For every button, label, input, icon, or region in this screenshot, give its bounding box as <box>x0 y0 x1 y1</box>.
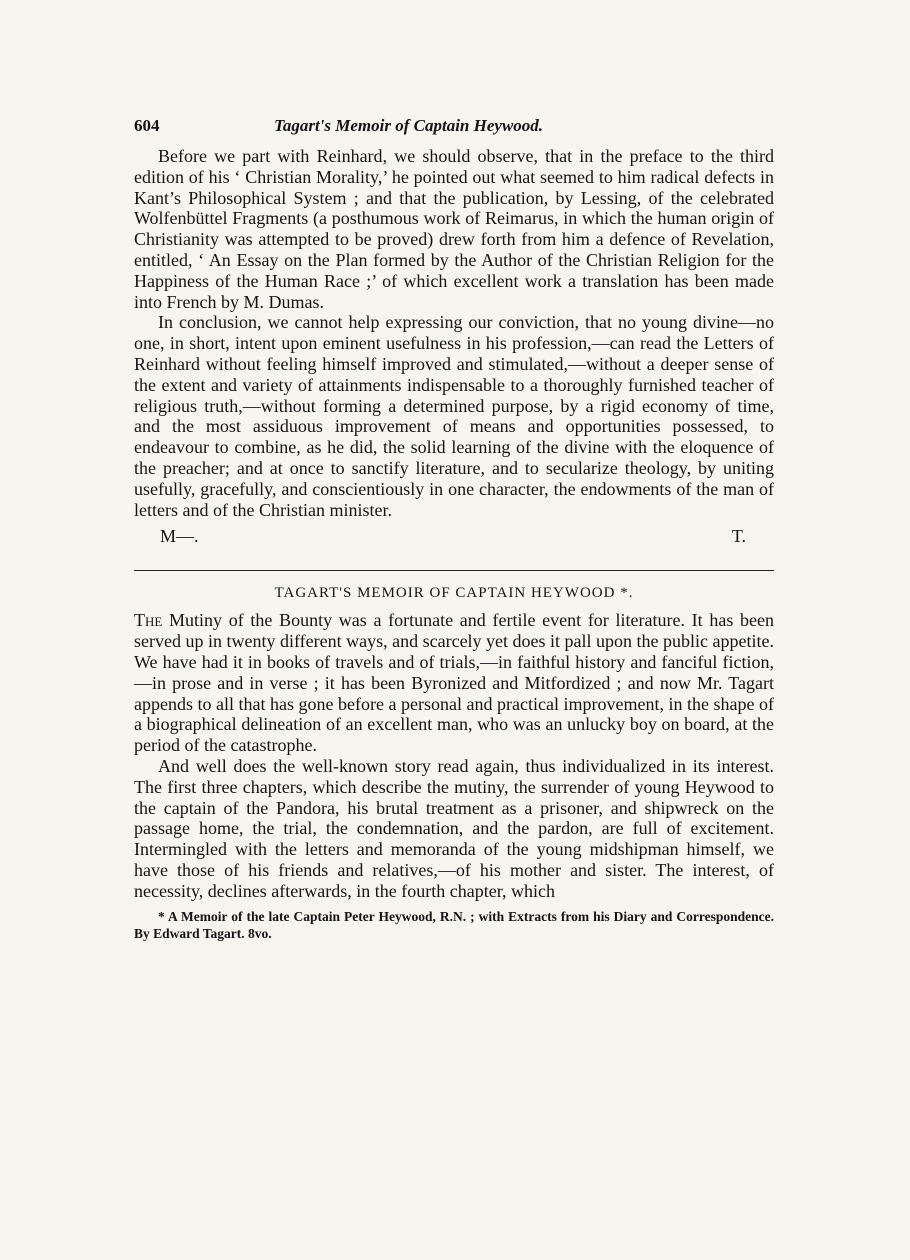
letter-paragraph-1: Before we part with Reinhard, we should observe, that in the preface to the third edition of his ‘ Christian Morality,’ he pointed out what seemed to him radical defects in Kant’s Philosophical System ; and that the publication, by Lessing, of the celebrated Wolfenbüttel Fragments (a posthumous work of Reimarus, in which the human origin of Christianity was attempted to be proved) drew forth from him a defence of Revelation, entitled, ‘ An Essay on the Plan formed by the Author of the Christian Religion for the Happiness of the Human Race ;’ of which excellent work a translation has been made into French by M. Dumas. <box>134 146 774 312</box>
review-paragraph-1 <box>134 610 774 756</box>
review-paragraph-1-text: Mutiny of the Bounty was a fortunate and fertile event for literature. It has been served up in twenty different ways, and scarcely yet does it pall upon the public appetite. We have had it in books of travels and of trials,—in faithful history and fanciful fiction,—in prose and in verse ; it has been Byronized and Mitfordized ; and now Mr. Tagart appends to all that has gone before a personal and practical improvement, in the shape of a biographical delineation of an excellent man, who was an unlucky boy on board, at the period of the catastrophe. <box>134 610 774 756</box>
section-heading: TAGART'S MEMOIR OF CAPTAIN HEYWOOD *. <box>274 585 634 602</box>
running-title: Tagart's Memoir of Captain Heywood. <box>274 116 544 135</box>
signature <box>134 522 774 548</box>
letter-paragraph-2: In conclusion, we cannot help expressing our conviction, that no young divine—no one, in short, intent upon eminent usefulness in his profession,—can read the Letters of Reinhard without feeling himself improved and stimulated,—without a deeper sense of the extent and variety of attainments indispensable to a thoroughly furnished teacher of religious truth,—without forming a determined purpose, by a rigid economy of time, and the most assiduous improvement of means and opportunities possessed, to endeavour to combine, as he did, the solid learning of the divine with the eloquence of the preacher; and at once to sanctify literature, and to secularize theology, by uniting usefully, gracefully, and conscientiously in one character, the endowments of the man of letters and of the Christian minister. <box>134 312 774 520</box>
review-first-word: The <box>134 610 163 631</box>
footnote: * A Memoir of the late Captain Peter Heywood, R.N. ; with Extracts from his Diary and Correspondence. By Edward Tagart. 8vo. <box>134 908 774 941</box>
section-divider <box>134 570 774 571</box>
review-paragraph-2: And well does the well-known story read again, thus individualized in its interest. The first three chapters, which describe the mutiny, the surrender of young Heywood to the captain of the Pandora, his brutal treatment as a prisoner, and shipwreck on the passage home, the trial, the condemnation, and the pardon, are full of excitement. Intermingled with the letters and memoranda of the young midshipman himself, we have those of his friends and relatives,—of his mother and sister. The interest, of necessity, declines afterwards, in the fourth chapter, which <box>134 755 774 901</box>
page-number: 604 <box>134 116 160 135</box>
running-head <box>134 112 774 142</box>
page <box>134 112 774 942</box>
signature-left: M—. <box>160 526 199 547</box>
signature-right: T. <box>731 526 746 547</box>
